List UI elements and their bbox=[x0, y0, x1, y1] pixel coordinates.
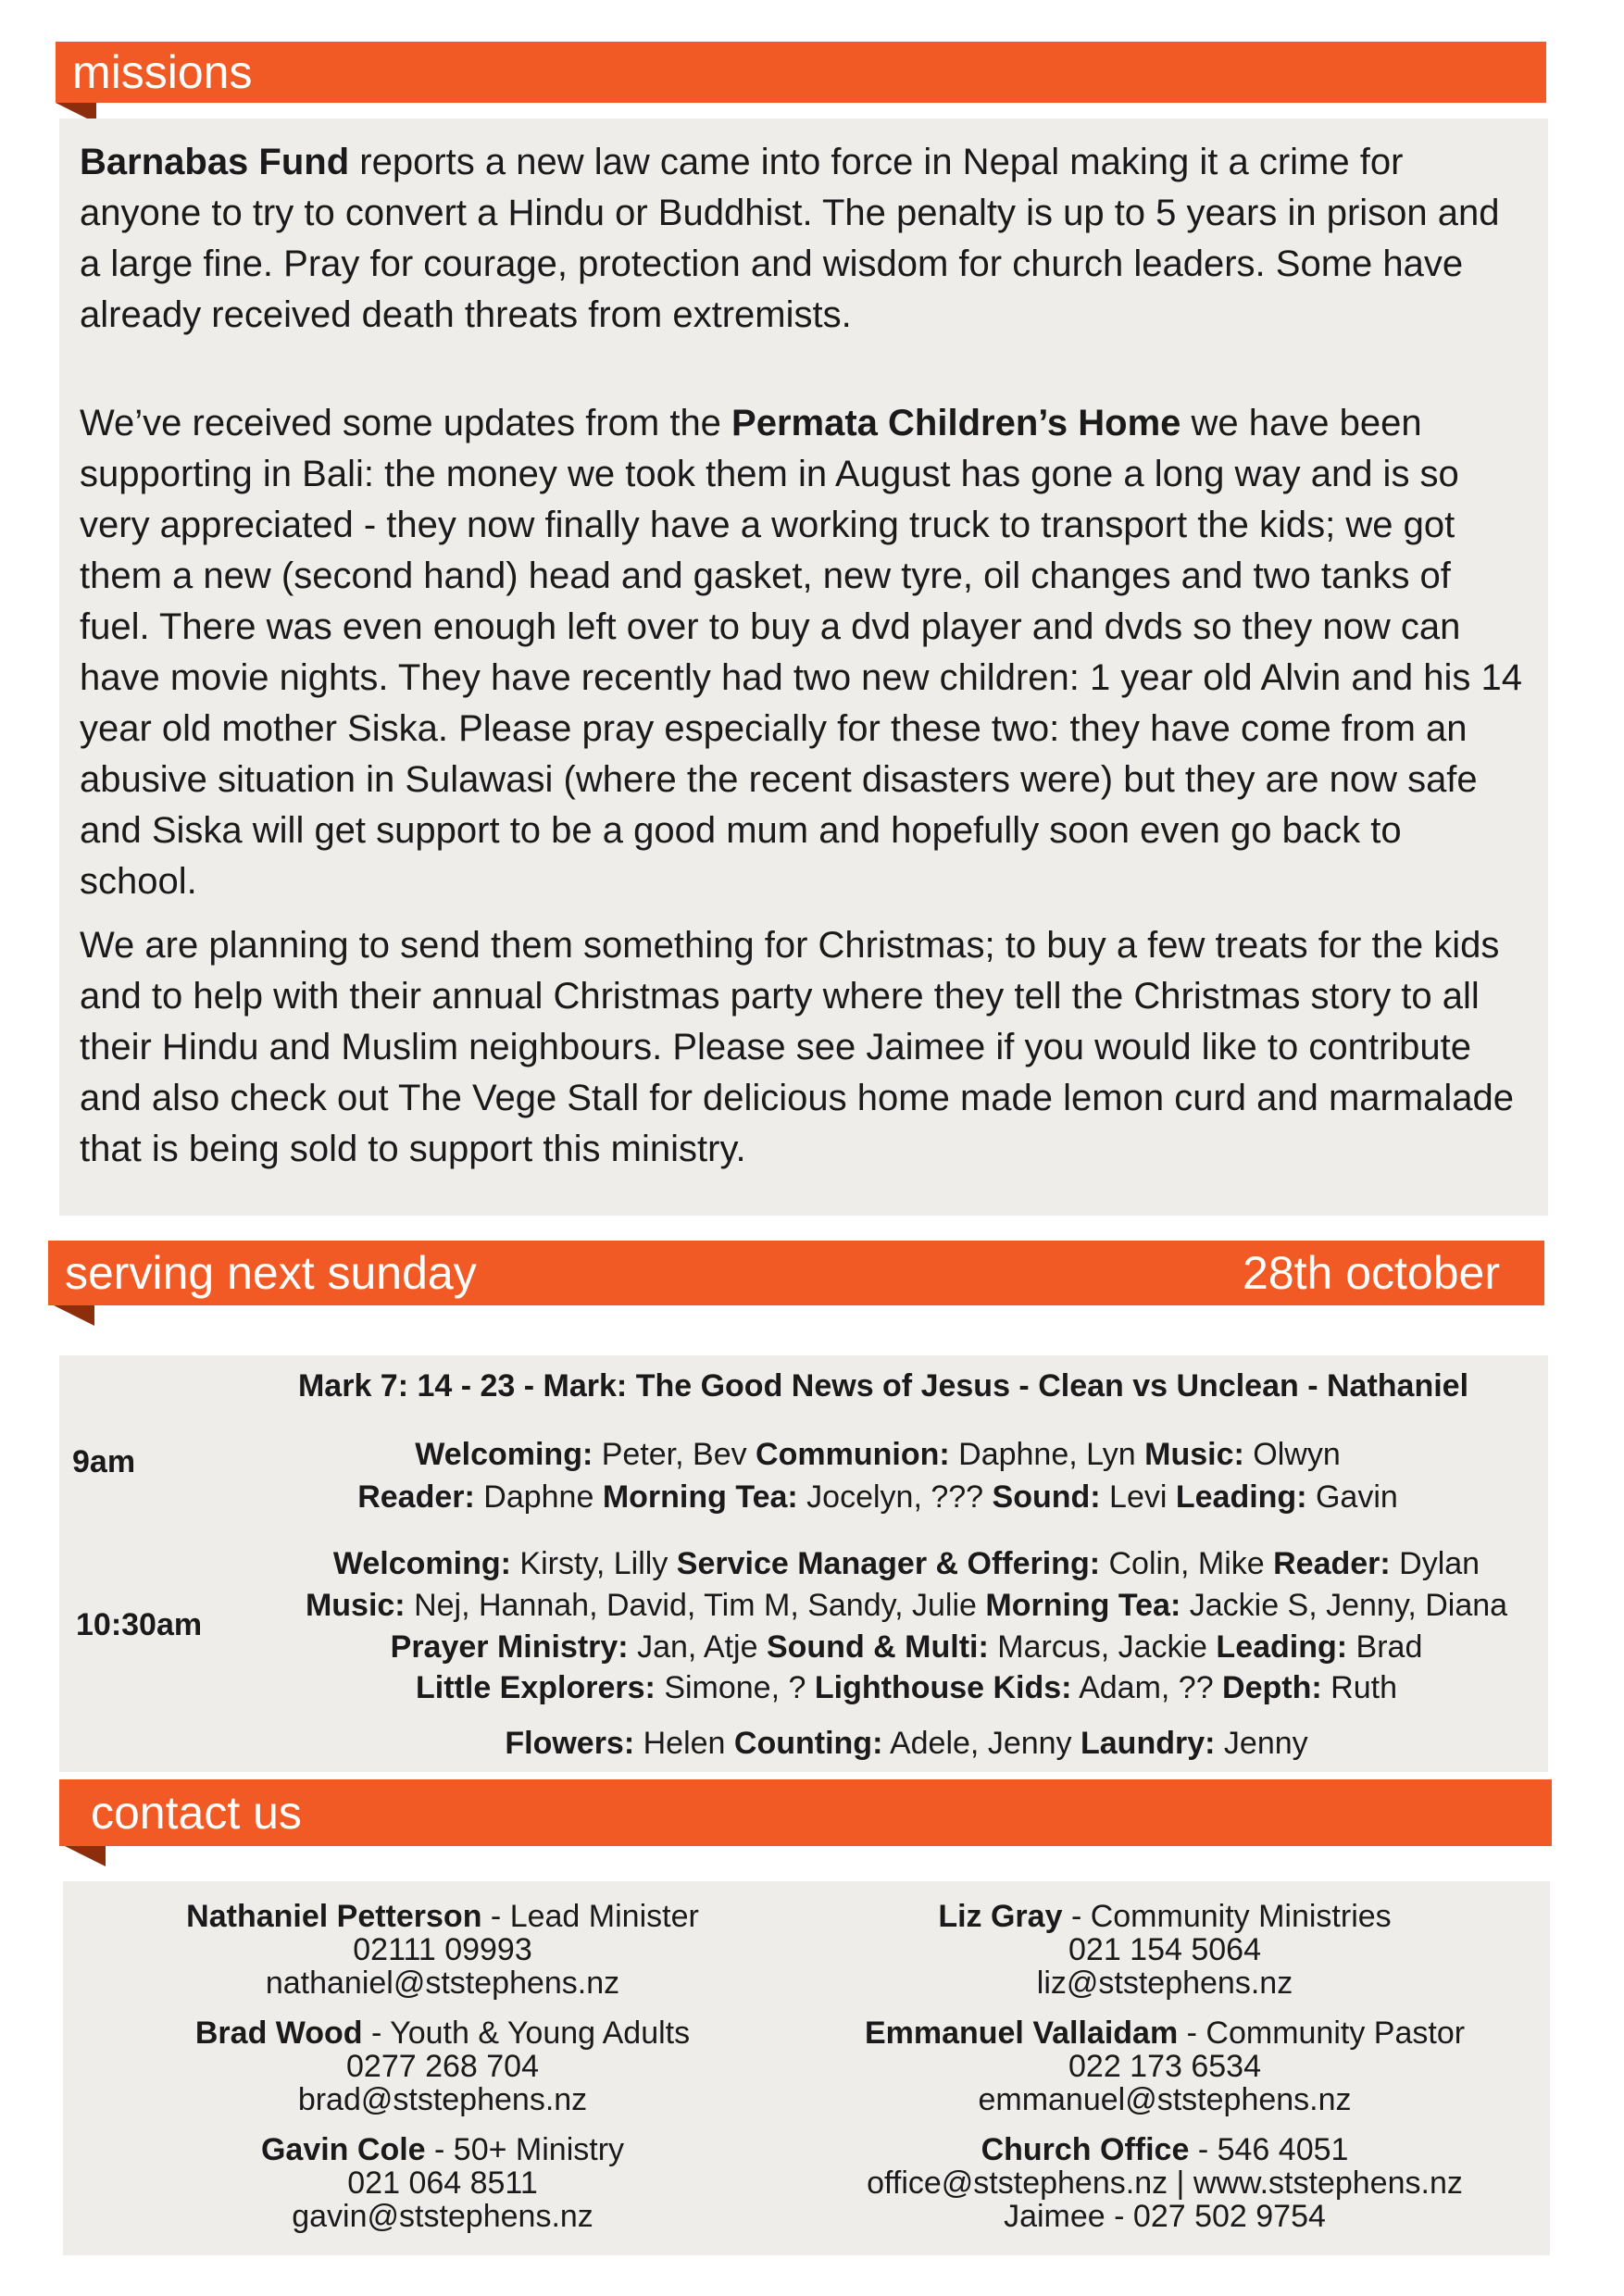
roster-1030-line-1: Welcoming: Kirsty, Lilly Service Manager & Offering: Colin, Mike Reader: Dylan bbox=[332, 1546, 1480, 1581]
office-web-links[interactable]: office@ststephens.nz | www.ststephens.nz bbox=[867, 2165, 1463, 2201]
contact-banner bbox=[59, 1779, 1552, 1846]
contact-column-right bbox=[785, 1900, 1544, 2250]
contact-entry: Liz Gray - Community Ministries 021 154 5064 liz@ststephens.nz bbox=[785, 1900, 1544, 2000]
roster-9am-line-1: Welcoming: Peter, Bev Communion: Daphne, Lyn Music: Olwyn bbox=[415, 1437, 1341, 1472]
contact-name: Liz Gray bbox=[938, 1899, 1063, 1934]
contact-name: Emmanuel Vallaidam bbox=[864, 2015, 1179, 2051]
missions-paragraph-1: Barnabas Fund reports a new law came into force in Nepal making it a crime for anyone to try to convert a Hindu or Buddhist. The penalty is up to 5 years in prison and a large fine. Pray for courage, protection and wisdom for church leaders. Some have already received death threats from extremists. bbox=[80, 142, 1500, 335]
serving-date: 28th october bbox=[1243, 1247, 1500, 1299]
jaimee-phone: Jaimee - 027 502 9754 bbox=[1004, 2199, 1326, 2234]
service-time-9am: 9am bbox=[72, 1444, 136, 1479]
sermon-line: Mark 7: 14 - 23 - Mark: The Good News of Jesus - Clean vs Unclean - Nathaniel bbox=[297, 1368, 1469, 1404]
serving-banner bbox=[48, 1241, 1544, 1305]
missions-heading: missions bbox=[72, 46, 253, 98]
contact-heading: contact us bbox=[91, 1787, 302, 1839]
missions-banner bbox=[56, 42, 1546, 103]
contact-column-left bbox=[63, 1900, 822, 2250]
contact-entry: Brad Wood - Youth & Young Adults 0277 268 704 brad@ststephens.nz bbox=[63, 2016, 822, 2116]
contact-entry: Gavin Cole - 50+ Ministry 021 064 8511 gavin@ststephens.nz bbox=[63, 2133, 822, 2233]
contact-email[interactable]: brad@ststephens.nz bbox=[297, 2082, 588, 2117]
roster-1030-line-3: Prayer Ministry: Jan, Atje Sound & Multi: Marcus, Jackie Leading: Brad bbox=[390, 1629, 1423, 1665]
contact-email[interactable]: emmanuel@ststephens.nz bbox=[978, 2082, 1352, 2117]
roster-9am-line-2: Reader: Daphne Morning Tea: Jocelyn, ??? Sound: Levi Leading: Gavin bbox=[357, 1479, 1398, 1515]
contact-phone: 0277 268 704 bbox=[346, 2049, 539, 2084]
contact-phone: 022 173 6534 bbox=[1068, 2049, 1261, 2084]
contact-email[interactable]: nathaniel@ststephens.nz bbox=[265, 1965, 620, 2001]
roster-1030-line-2: Music: Nej, Hannah, David, Tim M, Sandy, Julie Morning Tea: Jackie S, Jenny, Diana bbox=[305, 1588, 1508, 1623]
contact-email[interactable]: gavin@ststephens.nz bbox=[292, 2199, 593, 2234]
serving-panel bbox=[59, 1355, 1548, 1772]
contact-panel bbox=[63, 1881, 1550, 2255]
contact-name: Church Office bbox=[981, 2132, 1190, 2167]
contact-phone: 02111 09993 bbox=[353, 1932, 532, 1967]
permata-home-name: Permata Children’s Home bbox=[731, 403, 1181, 443]
contact-entry: Emmanuel Vallaidam - Community Pastor 022 173 6534 emmanuel@ststephens.nz bbox=[785, 2016, 1544, 2116]
contact-name: Gavin Cole bbox=[260, 2132, 426, 2167]
contact-banner-fold bbox=[65, 1846, 106, 1866]
missions-paragraph-3: We are planning to send them something for Christmas; to buy a few treats for the kids and to help with their annual Christmas party where they tell the Christmas story to all their Hindu and Muslim neighbours. Please see Jaimee if you would like to contribute and also check out The Vege Stall for delicious home made lemon curd and marmalade that is being sold to support this ministry. bbox=[80, 925, 1515, 1169]
contact-phone: 021 064 8511 bbox=[347, 2165, 538, 2201]
service-time-1030am: 10:30am bbox=[76, 1607, 203, 1642]
barnabas-fund-name: Barnabas Fund bbox=[80, 142, 350, 182]
contact-name: Nathaniel Petterson bbox=[186, 1899, 482, 1934]
roster-extra-line: Flowers: Helen Counting: Adele, Jenny Laundry: Jenny bbox=[505, 1726, 1308, 1761]
contact-phone: 021 154 5064 bbox=[1068, 1932, 1261, 1967]
missions-panel bbox=[59, 119, 1548, 1216]
contact-entry: Church Office - 546 4051 office@ststephens.nz | www.ststephens.nz Jaimee - 027 502 9754 bbox=[785, 2133, 1544, 2233]
contact-entry: Nathaniel Petterson - Lead Minister 02111 09993 nathaniel@ststephens.nz bbox=[63, 1900, 822, 2000]
contact-email[interactable]: liz@ststephens.nz bbox=[1036, 1965, 1293, 2001]
serving-heading: serving next sunday bbox=[65, 1247, 477, 1299]
roster-1030-line-4: Little Explorers: Simone, ? Lighthouse Kids: Adam, ?? Depth: Ruth bbox=[416, 1670, 1397, 1705]
serving-banner-fold bbox=[54, 1305, 94, 1326]
contact-name: Brad Wood bbox=[194, 2015, 363, 2051]
missions-paragraph-2: We’ve received some updates from the Permata Children’s Home we have been supporting in Bali: the money we took them in August has gone a long way and is so very appreciated - they now finally have a working truck to transport the kids; we got them a new (second hand) head and gasket, new tyre, oil changes and two tanks of fuel. There was even enough left over to buy a dvd player and dvds so they now can have movie nights. They have recently had two new children: 1 year old Alvin and his 14 year old mother Siska. Please pray especially for these two: they have come from an abusive situation in Sulawasi (where the recent disasters were) but they are now safe and Siska will get support to be a good mum and hopefully soon even go back to school. bbox=[80, 403, 1522, 902]
